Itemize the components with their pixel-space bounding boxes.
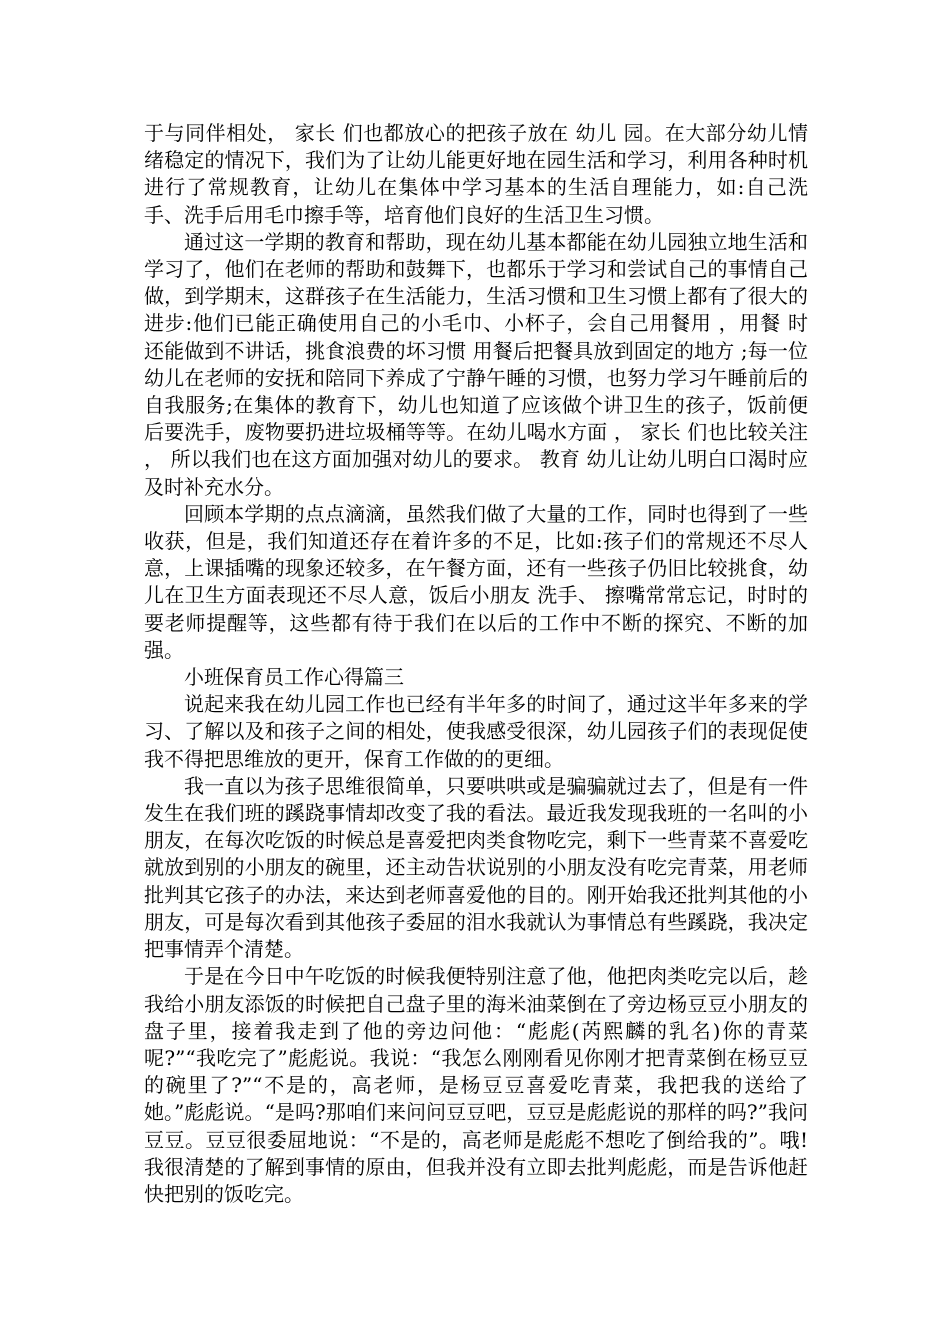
paragraph-5: 我一直以为孩子思维很简单，只要哄哄或是骗骗就过去了，但是有一件发生在我们班的蹊跷事情却改变了我的看法。最近我发现我班的一名叫的小朋友，在每次吃饭的时候总是喜爱把肉类食物吃完，剩下一些青菜不喜爱吃就放到别的小朋友的碗里，还主动告状说别的小朋友没有吃完青菜，用老师批判其它孩子的办法，来达到老师喜爱他的目的。刚开始我还批判其他的小朋友，可是每次看到其他孩子委屈的泪水我就认为事情总有些蹊跷，我决定把事情弄个清楚。 xyxy=(144,773,808,962)
section-heading: 小班保育员工作心得篇三 xyxy=(184,665,404,690)
paragraph-2: 通过这一学期的教育和帮助，现在幼儿基本都能在幼儿园独立地生活和学习了，他们在老师的帮助和鼓舞下，也都乐于学习和尝试自己的事情自己做，到学期末，这群孩子在生活能力，生活习惯和卫生习惯上都有了很大的进步:他们已能正确使用自己的小毛巾、小杯子，会自己用餐用 ，用餐 时 还能做到不讲话，挑食浪费的坏习惯 用餐后把餐具放到固定的地方 ;每一位幼儿在老师的安抚和陪同下养成了宁静午睡的习惯，也努力学习午睡前后的自我服务;在集体的教育下，幼儿也知道了应该做个讲卫生的孩子，饭前便后要洗手，废物要扔进垃圾桶等等。在幼儿喝水方面 ， 家长 们也比较关注 ， 所以我们也在这方面加强对幼儿的要求。 教育 幼儿让幼儿明白口渴时应及时补充水分。 xyxy=(144,229,808,499)
paragraph-3: 回顾本学期的点点滴滴，虽然我们做了大量的工作，同时也得到了一些收获，但是，我们知道还存在着许多的不足，比如:孩子们的常规还不尽人意，上课插嘴的现象还较多，在午餐方面，还有一些孩子仍旧比较挑食，幼儿在卫生方面表现还不尽人意，饭后小朋友 洗手、 擦嘴常常忘记，时时的要老师提醒等，这些都有待于我们在以后的工作中不断的探究、不断的加强。 xyxy=(144,501,808,662)
paragraph-1: 于与同伴相处， 家长 们也都放心的把孩子放在 幼儿 园。在大部分幼儿情绪稳定的情况下，我们为了让幼儿能更好地在园生活和学习，利用各种时机进行了常规教育，让幼儿在集体中学习基本的生活自理能力，如:自己洗手、洗手后用毛巾擦手等，培育他们良好的生活卫生习惯。 xyxy=(144,121,808,227)
paragraph-4: 说起来我在幼儿园工作也已经有半年多的时间了，通过这半年多来的学习、了解以及和孩子之间的相处，使我感受很深，幼儿园孩子们的表现促使我不得把思维放的更开，保育工作做的的更细。 xyxy=(144,692,808,771)
paragraph-6: 于是在今日中午吃饭的时候我便特别注意了他，他把肉类吃完以后，趁我给小朋友添饭的时候把自己盘子里的海米油菜倒在了旁边杨豆豆小朋友的盘子里，接着我走到了他的旁边问他：“彪彪(芮熙麟的乳名)你的青菜呢?”“我吃完了”彪彪说。我说：“我怎么刚刚看见你刚才把青菜倒在杨豆豆的碗里了?”“不是的，高老师，是杨豆豆喜爱吃青菜，我把我的送给了她。”彪彪说。“是吗?那咱们来问问豆豆吧，豆豆是彪彪说的那样的吗?”我问豆豆。豆豆很委屈地说：“不是的，高老师是彪彪不想吃了倒给我的”。哦!我很清楚的了解到事情的原由，但我并没有立即去批判彪彪，而是告诉他赶快把别的饭吃完。 xyxy=(144,964,808,1206)
document-body xyxy=(144,120,808,1208)
